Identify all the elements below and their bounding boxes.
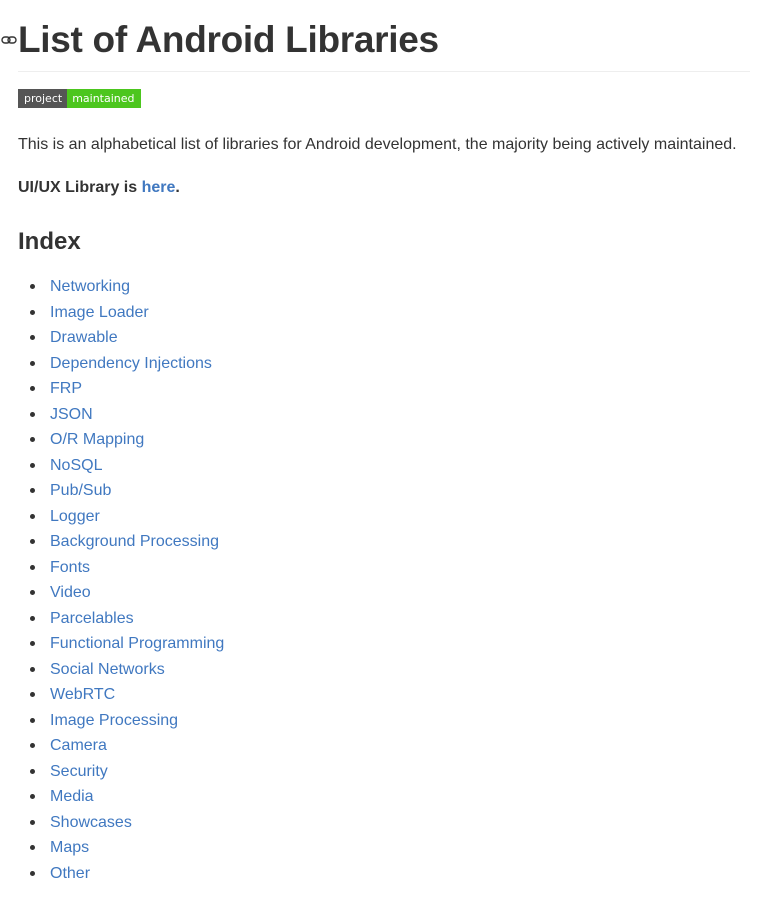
index-heading: Index — [18, 228, 81, 255]
uiux-library-line — [18, 177, 180, 199]
index-link[interactable]: Parcelables — [50, 609, 134, 627]
index-link[interactable]: Security — [50, 762, 108, 780]
index-list-item — [18, 351, 224, 377]
index-list-item — [18, 402, 224, 428]
index-list-item — [18, 504, 224, 530]
index-list-item — [18, 784, 224, 810]
page-title: List of Android Libraries — [18, 19, 439, 60]
index-list-item — [18, 657, 224, 683]
index-link[interactable]: Media — [50, 788, 94, 805]
badge-left-label: project — [18, 89, 67, 108]
index-link[interactable]: Other — [50, 864, 91, 882]
uiux-prefix: UI/UX Library is — [18, 179, 142, 196]
badge-right-label: maintained — [67, 89, 140, 108]
bullet-icon — [30, 641, 35, 646]
index-link[interactable]: NoSQL — [50, 456, 103, 474]
index-list-item — [18, 555, 224, 581]
index-link[interactable]: Image Processing — [50, 711, 179, 729]
index-link[interactable]: WebRTC — [50, 686, 116, 703]
bullet-icon — [30, 310, 35, 315]
bullet-icon — [30, 794, 35, 799]
index-list-item — [18, 529, 224, 555]
bullet-icon — [30, 845, 35, 850]
uiux-suffix: . — [175, 179, 180, 196]
index-list-item — [18, 631, 224, 657]
index-list-item — [18, 580, 224, 606]
index-link[interactable]: Pub/Sub — [50, 482, 112, 499]
index-link[interactable]: Functional Programming — [50, 635, 225, 652]
index-list-item — [18, 733, 224, 759]
index-list-item — [18, 325, 224, 351]
bullet-icon — [30, 284, 35, 289]
index-link[interactable]: FRP — [50, 380, 82, 397]
index-list-item — [18, 708, 224, 734]
index-link[interactable]: JSON — [50, 405, 93, 423]
index-link[interactable]: Networking — [50, 278, 131, 295]
title-divider — [18, 71, 750, 72]
bullet-icon — [30, 386, 35, 391]
index-link[interactable]: Social Networks — [50, 660, 165, 678]
bullet-icon — [30, 743, 35, 748]
title-row — [0, 18, 439, 62]
bullet-icon — [30, 437, 35, 442]
bullet-icon — [30, 335, 35, 340]
index-link[interactable]: Camera — [50, 737, 107, 754]
index-list-item — [18, 274, 224, 300]
bullet-icon — [30, 361, 35, 366]
index-link[interactable]: Showcases — [50, 813, 132, 831]
bullet-icon — [30, 488, 35, 493]
intro-paragraph: This is an alphabetical list of libraries for Android development, the majority being actively maintained. — [18, 136, 737, 153]
bullet-icon — [30, 565, 35, 570]
index-list-item — [18, 300, 224, 326]
index-list-item — [18, 810, 224, 836]
bullet-icon — [30, 692, 35, 697]
project-maintained-badge[interactable] — [18, 89, 141, 108]
bullet-icon — [30, 769, 35, 774]
index-link[interactable]: Image Loader — [50, 303, 149, 321]
index-list-item — [18, 682, 224, 708]
bullet-icon — [30, 412, 35, 417]
index-link[interactable]: Maps — [50, 839, 90, 856]
index-link[interactable]: Logger — [50, 507, 100, 525]
bullet-icon — [30, 514, 35, 519]
bullet-icon — [30, 539, 35, 544]
index-link[interactable]: Drawable — [50, 329, 118, 346]
bullet-icon — [30, 667, 35, 672]
bullet-icon — [30, 463, 35, 468]
bullet-icon — [30, 718, 35, 723]
index-list-item — [18, 759, 224, 785]
index-link[interactable]: Background Processing — [50, 533, 219, 550]
bullet-icon — [30, 871, 35, 876]
index-list-item — [18, 478, 224, 504]
index-list-item — [18, 861, 224, 887]
index-list-item — [18, 427, 224, 453]
index-list-item — [18, 606, 224, 632]
index-list-item — [18, 376, 224, 402]
index-link[interactable]: Fonts — [50, 558, 91, 576]
bullet-icon — [30, 820, 35, 825]
index-link[interactable]: Dependency Injections — [50, 354, 212, 372]
bullet-icon — [30, 616, 35, 621]
bullet-icon — [30, 590, 35, 595]
index-link[interactable]: Video — [50, 584, 91, 601]
index-list-item — [18, 453, 224, 479]
index-link[interactable]: O/R Mapping — [50, 431, 145, 448]
index-list-item — [18, 835, 224, 861]
link-icon[interactable] — [0, 31, 18, 49]
uiux-here-link[interactable]: here — [141, 179, 176, 196]
index-list — [18, 274, 224, 886]
